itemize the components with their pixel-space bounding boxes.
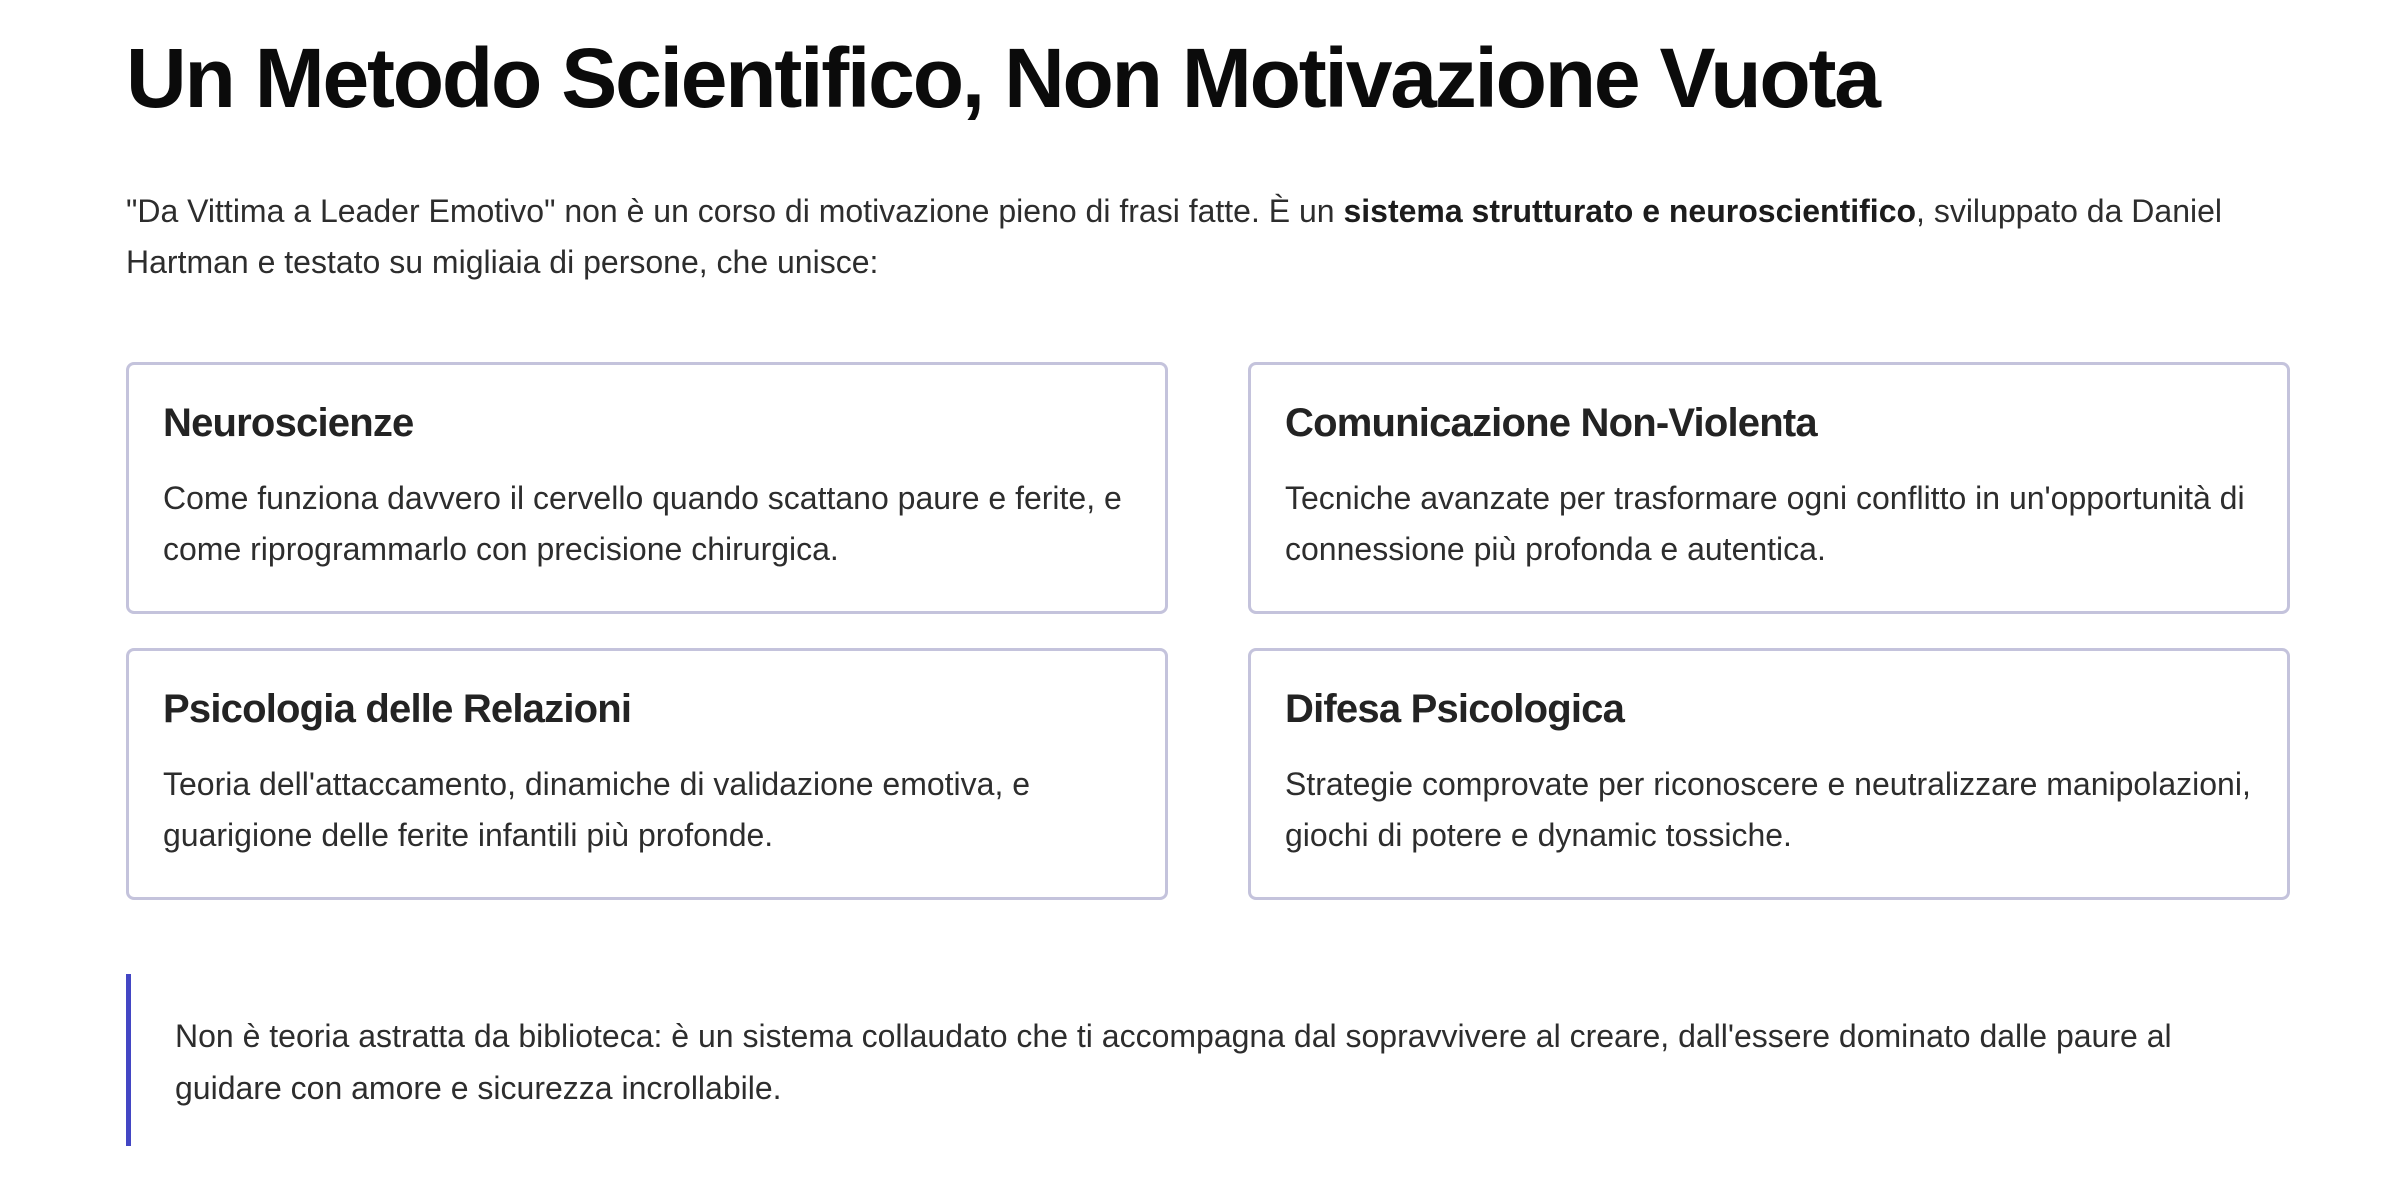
feature-cards-grid <box>126 362 2290 900</box>
intro-text-after: , sviluppato da Daniel Hartman e testato su migliaia di persone, che unisce: <box>126 193 2222 280</box>
feature-card-title: Neuroscienze <box>163 401 414 445</box>
page-title: Un Metodo Scientifico, Non Motivazione Vuota <box>126 31 1879 125</box>
feature-card-text: Come funziona davvero il cervello quando scattano paure e ferite, e come riprogrammarlo con precisione chirurgica. <box>163 480 1122 567</box>
feature-card-text: Strategie comprovate per riconoscere e neutralizzare manipolazioni, giochi di potere e dynamic tossiche. <box>1285 766 2251 853</box>
feature-card-title: Psicologia delle Relazioni <box>163 687 632 731</box>
feature-card-neuroscienze <box>126 362 1168 614</box>
feature-card-difesa <box>1248 648 2290 900</box>
intro-text-before: "Da Vittima a Leader Emotivo" non è un corso di motivazione pieno di frasi fatte. È un <box>126 193 1344 229</box>
feature-card-title: Comunicazione Non-Violenta <box>1285 401 1817 445</box>
feature-card-title: Difesa Psicologica <box>1285 687 1625 731</box>
intro-bold-text: sistema strutturato e neuroscientifico <box>1343 193 1917 229</box>
intro-paragraph <box>126 186 2286 288</box>
highlight-quote <box>126 974 2286 1146</box>
feature-card-text: Tecniche avanzate per trasformare ogni conflitto in un'opportunità di connessione più profonda e autentica. <box>1285 480 2245 567</box>
feature-card-comunicazione <box>1248 362 2290 614</box>
feature-card-text: Teoria dell'attaccamento, dinamiche di validazione emotiva, e guarigione delle ferite infantili più profonde. <box>163 766 1031 853</box>
feature-card-psicologia <box>126 648 1168 900</box>
quote-text: Non è teoria astratta da biblioteca: è un sistema collaudato che ti accompagna dal sopravvivere al creare, dall'essere dominato dalle paure al guidare con amore e sicurezza incrollabile. <box>175 1018 2172 1106</box>
